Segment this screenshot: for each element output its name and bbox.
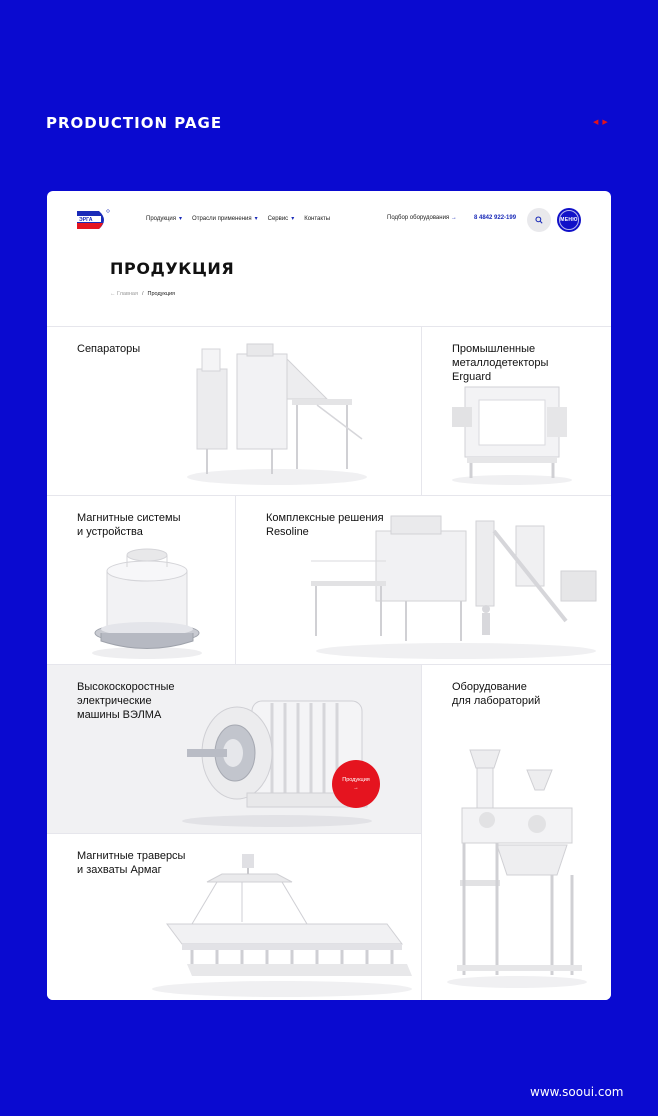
menu-label: МЕНЮ: [560, 217, 578, 223]
product-grid: [47, 326, 611, 1000]
equipment-picker-link[interactable]: [387, 215, 457, 221]
product-card-title: Высокоскоростные электрические машины ВЭЛМА: [77, 681, 175, 721]
armag-traverse-image: [147, 854, 417, 999]
search-button[interactable]: [527, 208, 551, 232]
product-card-title: Сепараторы: [77, 343, 141, 355]
product-card-title: Промышленные металлодетекторы Erguard: [452, 343, 549, 383]
phone-link[interactable]: 8 4842 922-199: [474, 215, 517, 221]
breadcrumb-home-link[interactable]: ← Главная: [110, 291, 138, 297]
nav-item-contacts[interactable]: [304, 215, 330, 222]
product-card-armag[interactable]: [47, 833, 422, 1000]
lab-equipment-image: [442, 740, 592, 990]
cta-label: Продукция: [342, 777, 370, 783]
product-card-metal-detectors[interactable]: [422, 326, 611, 495]
arrow-right-icon: →: [353, 785, 359, 791]
chevron-down-icon: ▾: [179, 216, 183, 222]
main-nav: [146, 215, 330, 222]
nav-label: Сервис: [267, 215, 289, 222]
breadcrumb-separator: /: [141, 291, 144, 297]
nav-item-products[interactable]: [146, 215, 182, 222]
product-card-lab-equipment[interactable]: [422, 664, 611, 1000]
arrow-left-icon[interactable]: ◀: [593, 119, 599, 126]
search-icon: [535, 216, 543, 224]
menu-button[interactable]: [557, 208, 581, 232]
logo-text: ЭРГА: [79, 217, 93, 224]
product-card-separators[interactable]: [47, 326, 422, 495]
separator-image: [177, 339, 377, 489]
page-heading: PRODUCTION PAGE: [46, 114, 223, 132]
page-title: ПРОДУКЦИЯ: [110, 259, 235, 278]
logo[interactable]: [75, 208, 111, 232]
picker-label: Подбор оборудования: [387, 215, 450, 221]
nav-item-industries[interactable]: [192, 215, 258, 222]
products-cta-button[interactable]: [332, 760, 380, 808]
metal-detector-image: [447, 382, 577, 487]
arrow-right-icon: →: [450, 215, 457, 221]
breadcrumb-current: Продукция: [147, 291, 176, 297]
breadcrumb: [110, 291, 175, 297]
product-card-title: Комплексные решения Resoline: [266, 512, 384, 538]
nav-label: Контакты: [304, 215, 331, 222]
chevron-down-icon: ▾: [291, 216, 295, 222]
logo-icon: [75, 208, 111, 232]
nav-label: Отрасли применения: [192, 215, 252, 222]
product-card-magnetic-systems[interactable]: [47, 495, 236, 664]
site-header: [47, 191, 611, 251]
site-card: [47, 191, 611, 1000]
nav-label: Продукция: [146, 215, 177, 222]
watermark: www.sooui.com: [530, 1085, 624, 1099]
product-card-title: Оборудование для лабораторий: [452, 681, 541, 707]
product-card-resoline[interactable]: [236, 495, 611, 664]
product-card-title: Магнитные траверсы и захваты Армаг: [77, 850, 186, 876]
arrow-right-icon[interactable]: ▶: [602, 119, 608, 126]
magnetic-system-image: [87, 541, 207, 661]
product-card-title: Магнитные системы и устройства: [77, 512, 181, 538]
page-arrows: [593, 118, 608, 128]
nav-item-service[interactable]: [268, 215, 295, 222]
chevron-down-icon: ▾: [254, 216, 258, 222]
product-card-velma[interactable]: [47, 664, 422, 833]
